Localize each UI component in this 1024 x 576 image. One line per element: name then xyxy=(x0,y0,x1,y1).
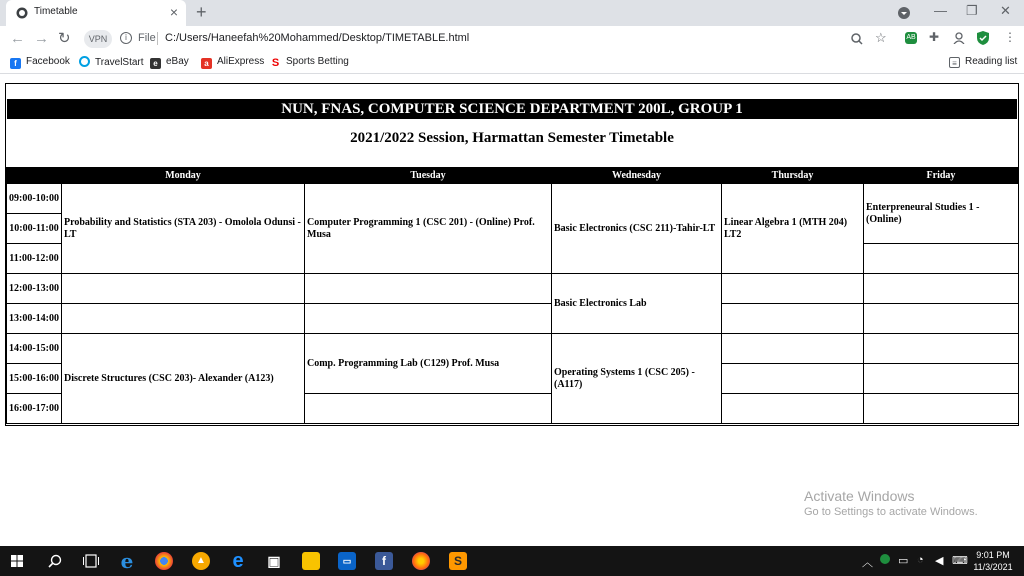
address-bar[interactable] xyxy=(82,28,900,50)
class-cell: Linear Algebra 1 (MTH 204) LT2 xyxy=(722,184,864,274)
class-cell: Enterpreneural Studies 1 - (Online) xyxy=(864,184,1019,244)
extensions-icon[interactable]: ✚ xyxy=(929,30,940,44)
class-cell: Computer Programming 1 (CSC 201) - (Online) Prof. Musa xyxy=(305,184,552,274)
empty-cell xyxy=(722,274,864,304)
divider xyxy=(157,32,158,45)
empty-cell xyxy=(305,394,552,424)
keyboard-icon[interactable]: ⌨ xyxy=(952,555,968,567)
internet-explorer-icon[interactable]: e xyxy=(120,549,134,573)
empty-cell xyxy=(62,274,305,304)
empty-cell xyxy=(305,274,552,304)
chrome-icon[interactable] xyxy=(155,552,173,570)
class-cell: Operating Systems 1 (CSC 205) - (A117) xyxy=(552,334,722,424)
table-row xyxy=(7,304,1019,334)
empty-cell xyxy=(864,394,1019,424)
vpn-badge[interactable]: VPN xyxy=(84,30,112,48)
toolbar xyxy=(0,26,1024,52)
restore-icon[interactable]: ❐ xyxy=(966,3,978,18)
empty-cell xyxy=(722,394,864,424)
shield-icon[interactable] xyxy=(977,31,989,45)
page-title: NUN, FNAS, COMPUTER SCIENCE DEPARTMENT 200L, GROUP 1 xyxy=(7,99,1017,119)
sports-betting-icon: S xyxy=(271,57,280,69)
battery-icon[interactable]: ▭ xyxy=(898,555,909,567)
bookmark-travelstart[interactable]: TravelStart xyxy=(79,56,144,68)
new-tab-button[interactable]: + xyxy=(196,2,207,22)
empty-cell xyxy=(722,334,864,364)
minimize-icon[interactable]: — xyxy=(934,3,947,18)
table-row xyxy=(7,334,1019,364)
bookmark-aliexpress[interactable]: a AliExpress xyxy=(201,56,264,69)
reading-list-button[interactable]: ≡ Reading list xyxy=(949,56,1017,68)
tab-title: Timetable xyxy=(34,6,78,17)
back-icon[interactable]: ← xyxy=(10,30,25,47)
class-cell: Discrete Structures (CSC 203)- Alexander (A123) xyxy=(62,334,305,424)
table-row xyxy=(7,274,1019,304)
file-explorer-icon[interactable] xyxy=(302,552,320,570)
empty-cell xyxy=(864,334,1019,364)
adblock-icon[interactable]: AB xyxy=(905,32,917,44)
watermark-title: Activate Windows xyxy=(804,488,915,504)
header-tuesday: Tuesday xyxy=(305,168,552,184)
header-monday: Monday xyxy=(62,168,305,184)
time-cell: 14:00-15:00 xyxy=(7,334,62,364)
app-icon[interactable]: ▭ xyxy=(338,552,356,570)
bookmark-ebay[interactable]: e eBay xyxy=(150,56,189,69)
class-cell: Probability and Statistics (STA 203) - Omolola Odunsi - LT xyxy=(62,184,305,274)
vlc-icon[interactable]: ▲ xyxy=(192,552,210,570)
time-cell: 15:00-16:00 xyxy=(7,364,62,394)
watermark-subtitle: Go to Settings to activate Windows. xyxy=(804,506,978,518)
empty-cell xyxy=(864,244,1019,274)
ebay-icon: e xyxy=(150,58,161,69)
task-view-icon[interactable] xyxy=(83,554,99,568)
clock-date: 11/3/2021 xyxy=(973,562,1013,572)
timetable-frame xyxy=(5,83,1019,426)
zoom-icon[interactable] xyxy=(851,33,863,45)
class-cell: Basic Electronics Lab xyxy=(552,274,722,334)
page-content xyxy=(0,75,1024,546)
empty-cell xyxy=(722,364,864,394)
empty-cell xyxy=(864,304,1019,334)
time-cell: 09:00-10:00 xyxy=(7,184,62,214)
class-cell: Comp. Programming Lab (C129) Prof. Musa xyxy=(305,334,552,394)
file-label: File xyxy=(138,32,156,44)
empty-cell xyxy=(864,364,1019,394)
close-tab-icon[interactable]: × xyxy=(169,4,178,20)
travelstart-icon xyxy=(79,56,90,67)
firefox-icon[interactable] xyxy=(412,552,430,570)
globe-icon xyxy=(16,7,28,19)
clock-time: 9:01 PM xyxy=(976,550,1010,560)
class-cell: Basic Electronics (CSC 211)-Tahir-LT xyxy=(552,184,722,274)
table-header-row xyxy=(7,168,1019,184)
sublime-text-icon[interactable]: S xyxy=(449,552,467,570)
header-wednesday: Wednesday xyxy=(552,168,722,184)
bookmark-sports-betting[interactable]: S Sports Betting xyxy=(271,56,349,69)
wifi-icon[interactable]: ◔ xyxy=(917,554,924,566)
time-cell: 13:00-14:00 xyxy=(7,304,62,334)
facebook-icon: f xyxy=(10,58,21,69)
timetable xyxy=(6,167,1019,424)
show-hidden-icons[interactable]: ︿ xyxy=(862,557,873,569)
tab-timetable[interactable] xyxy=(6,0,186,26)
close-window-icon[interactable]: ✕ xyxy=(1000,3,1011,18)
header-friday: Friday xyxy=(864,168,1019,184)
clock[interactable] xyxy=(970,549,1016,573)
empty-cell xyxy=(864,274,1019,304)
header-thursday: Thursday xyxy=(722,168,864,184)
url-text[interactable]: C:/Users/Haneefah%20Mohammed/Desktop/TIMETABLE.html xyxy=(165,32,470,44)
star-icon[interactable]: ☆ xyxy=(875,30,887,45)
aliexpress-icon: a xyxy=(201,58,212,69)
store-icon[interactable]: ▣ xyxy=(267,553,281,569)
profile-icon[interactable] xyxy=(953,32,965,44)
search-icon[interactable] xyxy=(48,554,62,568)
tab-strip xyxy=(0,0,1024,26)
empty-cell xyxy=(305,304,552,334)
bookmarks-bar xyxy=(0,52,1024,74)
activate-windows-watermark xyxy=(804,488,978,518)
tray-app-icon[interactable] xyxy=(880,554,890,564)
table-row xyxy=(7,184,1019,214)
info-icon[interactable]: i xyxy=(120,32,132,44)
facebook-app-icon[interactable]: f xyxy=(375,552,393,570)
volume-icon[interactable]: ◀ xyxy=(935,555,944,567)
empty-cell xyxy=(722,304,864,334)
profile-dropdown-icon[interactable] xyxy=(898,3,910,22)
edge-icon[interactable]: e xyxy=(232,550,244,572)
windows-start-icon[interactable] xyxy=(11,555,23,567)
time-cell: 10:00-11:00 xyxy=(7,214,62,244)
empty-cell xyxy=(62,304,305,334)
page-subtitle: 2021/2022 Session, Harmattan Semester Timetable xyxy=(350,130,674,146)
forward-icon[interactable]: → xyxy=(34,30,49,47)
time-cell: 16:00-17:00 xyxy=(7,394,62,424)
taskbar xyxy=(0,546,1024,576)
time-cell: 12:00-13:00 xyxy=(7,274,62,304)
header-time xyxy=(7,168,62,184)
reading-list-icon: ≡ xyxy=(949,57,960,68)
bookmark-facebook[interactable]: f Facebook xyxy=(10,56,70,69)
reload-icon[interactable]: ↻ xyxy=(58,30,71,47)
more-menu-icon[interactable]: ⋮ xyxy=(1004,30,1016,44)
time-cell: 11:00-12:00 xyxy=(7,244,62,274)
